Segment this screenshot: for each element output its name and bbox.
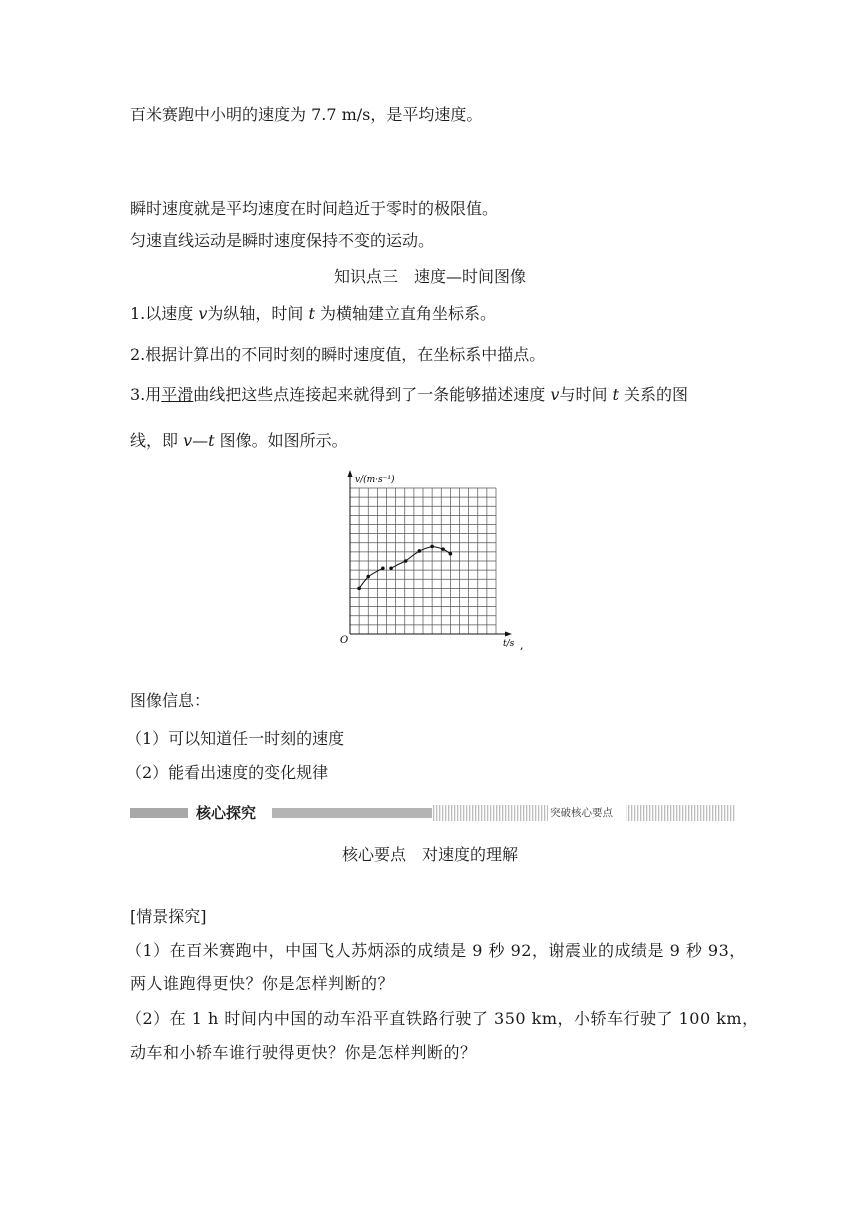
instant-speed-definition: 瞬时速度就是平均速度在时间趋近于零时的极限值。 [130, 199, 499, 218]
banner-right-label: 突破核心要点 [550, 807, 613, 819]
step-3-t: t [612, 385, 619, 404]
origin-label: O [340, 635, 349, 646]
step-4-text-a: 线，即 [130, 431, 184, 450]
data-point [441, 547, 445, 551]
speed-example-line: 百米赛跑中小明的速度为 7.7 m/s，是平均速度。 [130, 105, 483, 124]
banner-title: 核心探究 [196, 804, 257, 822]
step-1-text-c: 为横轴建立直角坐标系。 [314, 304, 497, 323]
step-1-t: t [308, 304, 315, 323]
step-1-v: v [198, 304, 208, 323]
core-point-heading: 核心要点 对速度的理解 [341, 845, 518, 864]
question-1-line-2: 两人谁跑得更快？你是怎样判断的？ [130, 974, 395, 993]
data-point [418, 549, 422, 553]
velocity-time-chart [330, 466, 530, 656]
step-4-vt: v—t [183, 431, 215, 450]
velocity-curve-1 [359, 568, 383, 588]
step-3-text-b: 曲线把这些点连接起来就得到了一条能够描述速度 [193, 385, 551, 404]
banner-stripes-right [626, 805, 736, 821]
step-1 [130, 303, 496, 325]
trailing-comma: , [520, 639, 524, 652]
step-3-underlined: 平滑 [161, 385, 194, 404]
info-title: 图像信息： [130, 691, 211, 710]
uniform-motion-definition: 匀速直线运动是瞬时速度保持不变的运动。 [130, 231, 435, 250]
data-point [430, 545, 434, 549]
chart-axes [348, 470, 513, 637]
data-point [449, 552, 453, 556]
core-exploration-banner [130, 802, 736, 824]
info-item-2: （2）能看出速度的变化规律 [126, 763, 329, 782]
chart-grid [350, 488, 496, 634]
info-item-1: （1）可以知道任一时刻的速度 [126, 729, 345, 748]
step-1-text-a: 1.以速度 [130, 304, 199, 323]
step-1-text-b: 为纵轴，时间 [207, 304, 309, 323]
data-point [381, 567, 385, 571]
y-axis-arrow [348, 470, 353, 477]
data-point [389, 567, 393, 571]
banner-bar-middle [272, 808, 432, 818]
data-point [366, 575, 370, 579]
banner-stripes [432, 805, 548, 821]
question-2-line-1: （2）在 1 h 时间内中国的动车沿平直铁路行驶了 350 km，小轿车行驶了 100 km， [126, 1009, 759, 1028]
step-3-text-c: 与时间 [559, 385, 613, 404]
y-axis-label: v/(m·s⁻¹) [355, 475, 395, 485]
data-point [357, 587, 361, 591]
step-3-continued [130, 430, 348, 452]
step-2: 2.根据计算出的不同时刻的瞬时速度值，在坐标系中描点。 [130, 345, 546, 364]
x-axis-arrow [505, 632, 512, 637]
step-4-text-b: 图像。如图所示。 [214, 431, 348, 450]
data-point [404, 559, 408, 563]
question-2-line-2: 动车和小轿车谁行驶得更快？你是怎样判断的？ [130, 1043, 477, 1062]
step-3-text-d: 关系的图 [618, 385, 689, 404]
question-1-line-1: （1）在百米赛跑中，中国飞人苏炳添的成绩是 9 秒 92，谢震业的成绩是 9 秒 93， [126, 941, 746, 960]
knowledge-point-heading: 知识点三 速度—时间图像 [333, 267, 526, 286]
step-3-text-a: 3.用 [130, 385, 162, 404]
step-3 [130, 384, 688, 406]
scenario-title: [情景探究] [130, 907, 207, 926]
banner-bar-left [130, 808, 188, 818]
x-axis-label: t/s [503, 639, 515, 649]
step-3-v: v [550, 385, 560, 404]
